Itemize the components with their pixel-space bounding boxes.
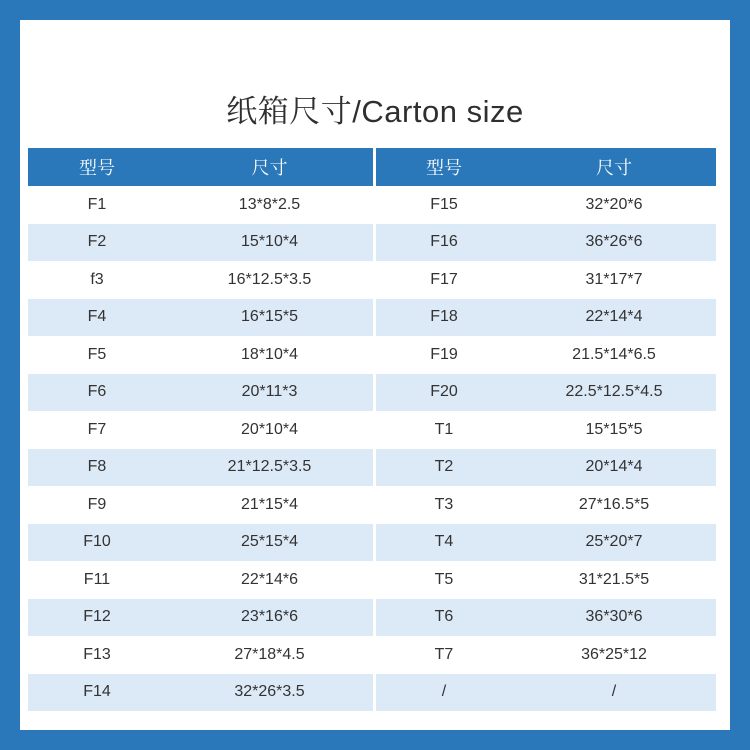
cell-model: F18 [376,299,512,337]
cell-size: / [512,674,716,712]
table-row [28,561,373,599]
cell-size: 22*14*6 [166,561,373,599]
cell-model: F6 [28,374,166,412]
size-tables [28,148,716,711]
cell-model: F2 [28,224,166,262]
table-row [28,524,373,562]
cell-model: F4 [28,299,166,337]
cell-size: 16*12.5*3.5 [166,261,373,299]
cell-size: 20*14*4 [512,449,716,487]
cell-model: T1 [376,411,512,449]
cell-model: T6 [376,599,512,637]
cell-size: 36*26*6 [512,224,716,262]
table-row [376,561,716,599]
table-row [376,524,716,562]
cell-model: F8 [28,449,166,487]
table-header-row [376,148,716,186]
cell-size: 25*20*7 [512,524,716,562]
cell-model: F19 [376,336,512,374]
cell-size: 15*10*4 [166,224,373,262]
table-row [376,599,716,637]
table-row [28,599,373,637]
cell-model: F12 [28,599,166,637]
table-row [376,449,716,487]
cell-size: 15*15*5 [512,411,716,449]
cell-model: F11 [28,561,166,599]
cell-model: F15 [376,186,512,224]
table-row [28,449,373,487]
table-row [376,336,716,374]
cell-size: 32*20*6 [512,186,716,224]
cell-model: F20 [376,374,512,412]
cell-size: 22*14*4 [512,299,716,337]
cell-size: 22.5*12.5*4.5 [512,374,716,412]
size-table-left [28,148,373,711]
table-row [28,224,373,262]
cell-size: 13*8*2.5 [166,186,373,224]
carton-size-card [20,20,730,730]
table-row [376,486,716,524]
table-row [28,486,373,524]
cell-model: F9 [28,486,166,524]
cell-size: 36*25*12 [512,636,716,674]
table-row [376,224,716,262]
cell-size: 21*12.5*3.5 [166,449,373,487]
table-row [28,636,373,674]
table-row [28,336,373,374]
cell-model: f3 [28,261,166,299]
cell-model: / [376,674,512,712]
table-row [376,411,716,449]
cell-size: 18*10*4 [166,336,373,374]
cell-size: 16*15*5 [166,299,373,337]
header-size: 尺寸 [166,148,373,186]
table-row [376,261,716,299]
header-model: 型号 [28,148,166,186]
cell-model: T5 [376,561,512,599]
table-row [28,411,373,449]
cell-size: 21.5*14*6.5 [512,336,716,374]
cell-model: F1 [28,186,166,224]
table-row [28,261,373,299]
cell-model: F14 [28,674,166,712]
size-table-right [376,148,716,711]
right-rows [376,186,716,711]
cell-size: 31*21.5*5 [512,561,716,599]
cell-size: 32*26*3.5 [166,674,373,712]
table-row [28,374,373,412]
table-row [376,674,716,712]
cell-size: 27*18*4.5 [166,636,373,674]
page-title: 纸箱尺寸/Carton size [226,94,524,129]
cell-model: F13 [28,636,166,674]
cell-size: 20*11*3 [166,374,373,412]
cell-model: F16 [376,224,512,262]
cell-model: T3 [376,486,512,524]
table-row [28,674,373,712]
table-row [376,186,716,224]
cell-size: 36*30*6 [512,599,716,637]
cell-model: T2 [376,449,512,487]
table-row [28,299,373,337]
table-header-row [28,148,373,186]
cell-model: F5 [28,336,166,374]
table-row [28,186,373,224]
cell-model: F17 [376,261,512,299]
cell-size: 21*15*4 [166,486,373,524]
cell-model: F10 [28,524,166,562]
table-row [376,636,716,674]
header-size: 尺寸 [512,148,716,186]
cell-model: F7 [28,411,166,449]
cell-model: T4 [376,524,512,562]
left-rows [28,186,373,711]
cell-model: T7 [376,636,512,674]
header-model: 型号 [376,148,512,186]
cell-size: 23*16*6 [166,599,373,637]
cell-size: 20*10*4 [166,411,373,449]
cell-size: 27*16.5*5 [512,486,716,524]
table-row [376,299,716,337]
cell-size: 25*15*4 [166,524,373,562]
table-row [376,374,716,412]
cell-size: 31*17*7 [512,261,716,299]
